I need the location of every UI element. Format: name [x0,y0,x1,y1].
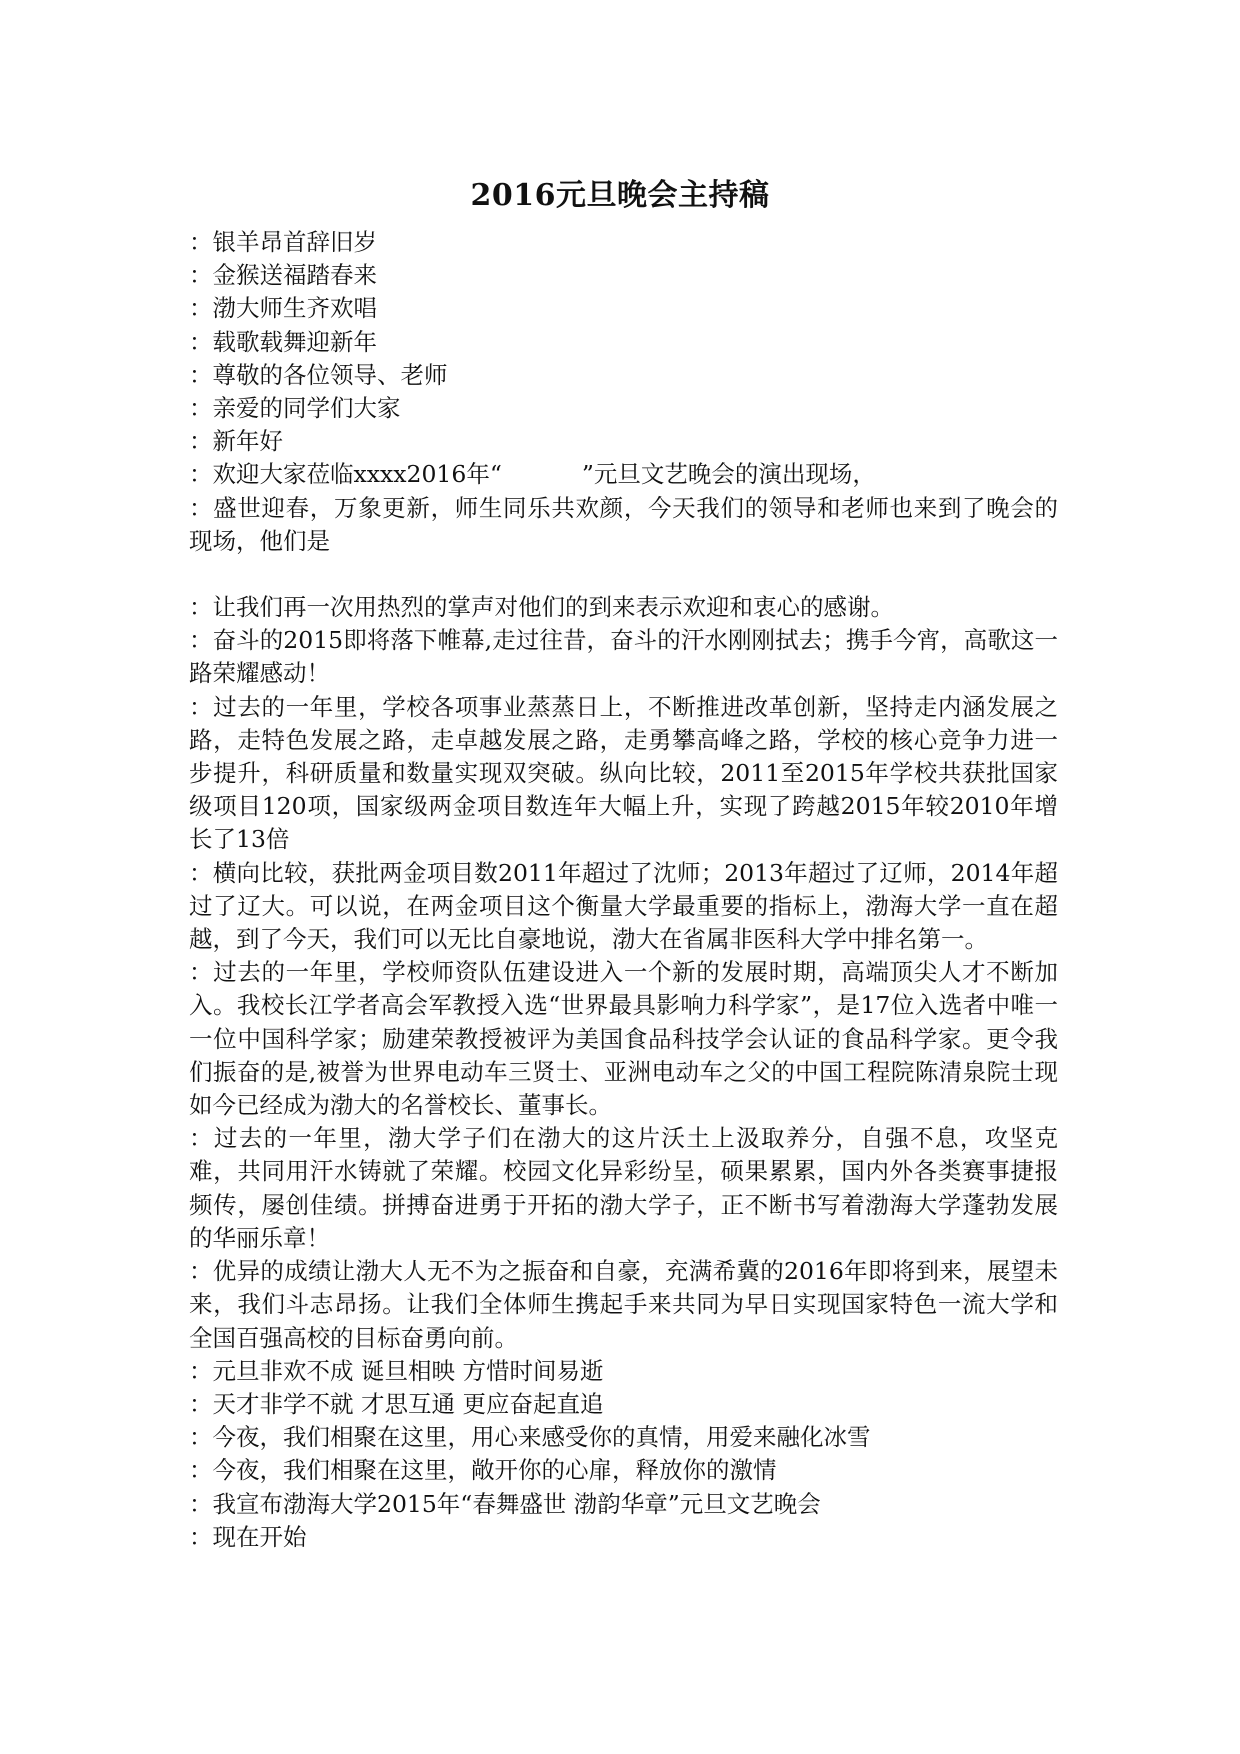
paragraph-3: ：渤大师生齐欢唱 [189,294,377,323]
paragraph-18: ：天才非学不就 才思互通 更应奋起直追 [189,1389,604,1418]
paragraph-22: ：现在开始 [189,1522,307,1551]
paragraph-4: ：载歌载舞迎新年 [189,327,377,356]
paragraph-5: ：尊敬的各位领导、老师 [189,360,448,389]
paragraph-1: ：银羊昂首辞旧岁 [189,228,377,256]
paragraph-13: ：横向比较，获批两金项目数2011年超过了沈师；2013年超过了辽师，2014年超过了辽大。可以说，在两金项目这个衡量大学最重要的指标上，渤海大学一直在超越，到了今天，我们可以无比自豪地说，渤大在省属非医科大学中排名第一。 [189,858,1058,954]
paragraph-12: ：过去的一年里，学校各项事业蒸蒸日上，不断推进改革创新，坚持走内涵发展之路，走特色发展之路，走卓越发展之路，走勇攀高峰之路，学校的核心竞争力进一步提升，科研质量和数量实现双突破。纵向比较，2011至2015年学校共获批国家级项目120项，国家级两金项目数连年大幅上升，实现了跨越2015年较2010年增长了13倍 [189,692,1058,854]
paragraph-10: ：让我们再一次用热烈的掌声对他们的到来表示欢迎和衷心的感谢。 [189,593,894,622]
paragraph-7: ：新年好 [189,427,283,456]
paragraph-8-end: ”元旦文艺晚会的演出现场， [581,460,876,489]
paragraph-2: ：金猴送福踏春来 [189,261,377,290]
paragraph-17: ：元旦非欢不成 诞旦相映 方惜时间易逝 [189,1356,604,1385]
paragraph-15: ：过去的一年里，渤大学子们在渤大的这片沃土上汲取养分，自强不息，攻坚克难，共同用汗水铸就了荣耀。校园文化异彩纷呈，硕果累累，国内外各类赛事捷报频传，屡创佳绩。拼搏奋进勇于开拓的渤大学子，正不断书写着渤海大学蓬勃发展的华丽乐章！ [189,1124,1058,1252]
paragraph-8 [189,458,1058,491]
paragraph-11: ：奋斗的2015即将落下帷幕,走过往昔，奋斗的汗水刚刚拭去；携手今宵，高歌这一路荣耀感动！ [189,626,1058,688]
paragraph-20: ：今夜，我们相聚在这里，敞开你的心扉，释放你的激情 [189,1456,777,1485]
paragraph-8-start: ：欢迎大家莅临xxxx2016年“ [189,460,502,489]
paragraph-16: ：优异的成绩让渤大人无不为之振奋和自豪，充满希冀的2016年即将到来，展望未来，我们斗志昂扬。让我们全体师生携起手来共同为早日实现国家特色一流大学和全国百强高校的目标奋勇向前。 [189,1257,1058,1352]
paragraph-19: ：今夜，我们相聚在这里，用心来感受你的真情，用爱来融化冰雪 [189,1423,871,1452]
paragraph-14: ：过去的一年里，学校师资队伍建设进入一个新的发展时期，高端顶尖人才不断加入。我校长江学者高会军教授入选“世界最具影响力科学家”，是17位入选者中唯一一位中国科学家；励建荣教授被评为美国食品科技学会认证的食品科学家。更令我们振奋的是,被誉为世界电动车三贤士、亚洲电动车之父的中国工程院陈清泉院士现如今已经成为渤大的名誉校长、董事长。 [189,958,1058,1120]
document-title: 2016元旦晚会主持稿 [470,178,770,213]
paragraph-6: ：亲爱的同学们大家 [189,394,401,423]
paragraph-9: ：盛世迎春，万象更新，师生同乐共欢颜，今天我们的领导和老师也来到了晚会的现场，他们是 [189,493,1058,555]
document-body [189,226,1058,1554]
paragraph-21: ：我宣布渤海大学2015年“春舞盛世 渤韵华章”元旦文艺晚会 [189,1489,821,1518]
blank-line [189,558,1058,591]
